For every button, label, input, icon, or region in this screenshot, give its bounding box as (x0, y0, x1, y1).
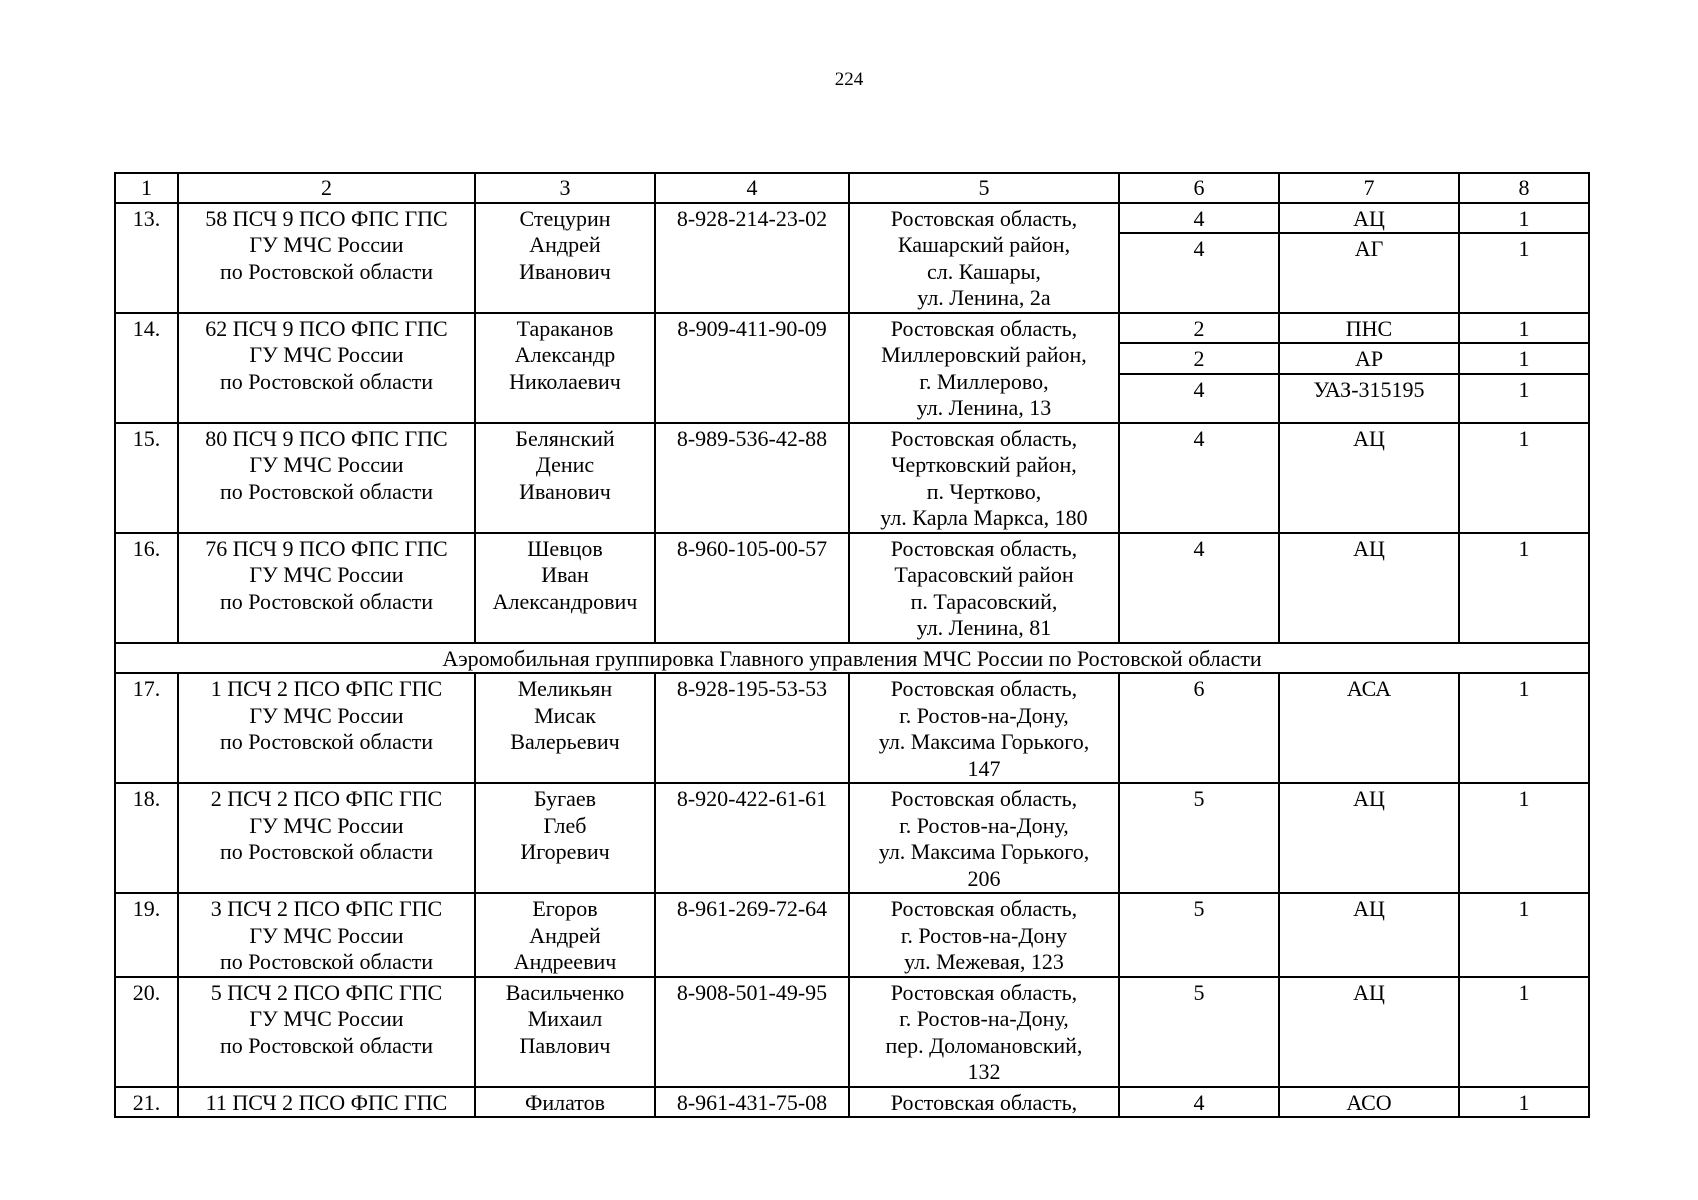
vehicle-type: АСА (1279, 673, 1459, 783)
address-line: Ростовская область, (890, 896, 1078, 921)
address-line: Ростовская область, (890, 425, 1078, 451)
unit-name (178, 313, 475, 423)
unit-line: ГУ МЧС России (249, 562, 404, 587)
header-cell: 8 (1459, 173, 1589, 203)
address-line: Чертковский район, (891, 452, 1077, 477)
address-line: Ростовская область, (890, 786, 1078, 811)
unit-line: по Ростовской области (219, 588, 433, 614)
person-name (475, 533, 655, 643)
address-line: г. Ростов-на-Дону, (899, 1006, 1069, 1031)
row-number: 13. (115, 203, 178, 313)
vehicle-type: АЦ (1279, 203, 1459, 234)
address (849, 893, 1119, 977)
header-cell: 4 (655, 173, 849, 203)
header-row (115, 173, 1589, 203)
unit-line: по Ростовской области (219, 839, 433, 864)
unit-line: 80 ПСЧ 9 ПСО ФПС ГПС (205, 425, 448, 451)
unit-line: по Ростовской области (219, 258, 433, 284)
unit-line: 1 ПСЧ 2 ПСО ФПС ГПС (210, 676, 443, 701)
unit-name (178, 977, 475, 1087)
address-line: ул. Межевая, 123 (904, 949, 1064, 974)
page-number: 224 (834, 69, 864, 90)
col6-value: 2 (1119, 313, 1279, 344)
address-line: г. Ростов-на-Дону, (899, 702, 1069, 728)
person-name (475, 313, 655, 423)
address-line: ул. Ленина, 81 (916, 615, 1052, 640)
address (849, 673, 1119, 783)
vehicle-type: УАЗ-315195 (1279, 374, 1459, 423)
vehicle-count: 1 (1459, 423, 1589, 533)
header-cell: 5 (849, 173, 1119, 203)
section-title: Аэромобильная группировка Главного управления МЧС России по Ростовской области (115, 643, 1589, 674)
person-line: Иван (541, 562, 589, 587)
col6-value: 4 (1119, 423, 1279, 533)
vehicle-count: 1 (1459, 313, 1589, 344)
person-line: Тараканов (516, 315, 614, 341)
address-line: пер. Доломановский, (885, 1032, 1083, 1058)
row-number: 14. (115, 313, 178, 423)
phone-number: 8-909-411-90-09 (655, 313, 849, 423)
unit-line: 2 ПСЧ 2 ПСО ФПС ГПС (210, 786, 443, 811)
table-row (115, 1087, 1589, 1118)
address (849, 533, 1119, 643)
vehicle-type: АГ (1279, 233, 1459, 313)
unit-line: 11 ПСЧ 2 ПСО ФПС ГПС (205, 1089, 448, 1115)
table-row (115, 423, 1589, 533)
col6-value: 4 (1119, 203, 1279, 234)
header-cell: 1 (115, 173, 178, 203)
person-line: Белянский (515, 425, 615, 451)
col6-value: 6 (1119, 673, 1279, 783)
table-body (115, 173, 1589, 1117)
address-line: Ростовская область, (890, 205, 1078, 231)
row-number: 20. (115, 977, 178, 1087)
table-row (115, 203, 1589, 234)
vehicle-count: 1 (1459, 374, 1589, 423)
person-name (475, 673, 655, 783)
unit-line: 3 ПСЧ 2 ПСО ФПС ГПС (210, 896, 443, 921)
vehicle-count: 1 (1459, 1087, 1589, 1118)
address-line: г. Ростов-на-Дону, (899, 812, 1069, 838)
vehicle-type: АЦ (1279, 783, 1459, 893)
person-name (475, 203, 655, 313)
unit-name (178, 203, 475, 313)
address-line: п. Чертково, (926, 478, 1042, 504)
vehicle-count: 1 (1459, 977, 1589, 1087)
unit-name (178, 783, 475, 893)
vehicle-count: 1 (1459, 783, 1589, 893)
address-line: Ростовская область, (890, 979, 1078, 1005)
row-number: 19. (115, 893, 178, 977)
address-line: п. Тарасовский, (910, 588, 1058, 614)
address-line: Ростовская область, (890, 676, 1078, 701)
unit-name (178, 673, 475, 783)
address-line: г. Миллерово, (919, 368, 1049, 394)
address-line: 147 (967, 755, 1001, 781)
vehicle-count: 1 (1459, 893, 1589, 977)
col6-value: 4 (1119, 533, 1279, 643)
unit-line: 58 ПСЧ 9 ПСО ФПС ГПС (205, 205, 448, 231)
person-line: Павлович (519, 1032, 611, 1058)
row-number: 16. (115, 533, 178, 643)
section-row (115, 643, 1589, 674)
phone-number: 8-928-214-23-02 (655, 203, 849, 313)
table-row (115, 783, 1589, 893)
row-number: 21. (115, 1087, 178, 1118)
vehicle-count: 1 (1459, 343, 1589, 374)
person-line: Егоров (532, 896, 598, 921)
person-line: Глеб (543, 812, 587, 838)
header-cell: 7 (1279, 173, 1459, 203)
phone-number: 8-961-269-72-64 (655, 893, 849, 977)
address (849, 783, 1119, 893)
address-line: Ростовская область, (890, 1089, 1078, 1115)
unit-line: ГУ МЧС России (249, 1006, 404, 1031)
header-cell: 6 (1119, 173, 1279, 203)
col6-value: 5 (1119, 977, 1279, 1087)
person-line: Бугаев (533, 786, 597, 811)
person-name (475, 1087, 655, 1118)
address-line: 132 (967, 1059, 1001, 1084)
col6-value: 5 (1119, 893, 1279, 977)
table-row (115, 977, 1589, 1087)
vehicle-count: 1 (1459, 233, 1589, 313)
unit-line: по Ростовской области (219, 949, 433, 974)
address-line: сл. Кашары, (927, 258, 1041, 284)
address (849, 1087, 1119, 1118)
col6-value: 5 (1119, 783, 1279, 893)
phone-number: 8-928-195-53-53 (655, 673, 849, 783)
address (849, 423, 1119, 533)
unit-line: ГУ МЧС России (249, 452, 404, 477)
address-line: Тарасовский район (894, 562, 1074, 587)
address-line: Кашарский район, (897, 232, 1071, 257)
address-line: Ростовская область, (890, 535, 1078, 561)
unit-name (178, 1087, 475, 1118)
col6-value: 4 (1119, 1087, 1279, 1118)
person-name (475, 977, 655, 1087)
row-number: 15. (115, 423, 178, 533)
unit-line: ГУ МЧС России (249, 232, 404, 257)
vehicle-type: АСО (1279, 1087, 1459, 1118)
phone-number: 8-920-422-61-61 (655, 783, 849, 893)
person-line: Иванович (519, 258, 611, 284)
header-cell: 2 (178, 173, 475, 203)
person-line: Игоревич (520, 839, 610, 864)
address (849, 313, 1119, 423)
vehicle-count: 1 (1459, 533, 1589, 643)
col6-value: 4 (1119, 374, 1279, 423)
person-line: Андрей (529, 922, 601, 948)
unit-line: по Ростовской области (219, 478, 433, 504)
vehicle-type: АЦ (1279, 893, 1459, 977)
address-line: 206 (967, 865, 1001, 891)
address-line: ул. Максима Горького, (878, 729, 1090, 754)
phone-number: 8-960-105-00-57 (655, 533, 849, 643)
units-table (114, 172, 1590, 1118)
person-line: Васильченко (505, 979, 625, 1005)
table-row (115, 533, 1589, 643)
unit-line: ГУ МЧС России (249, 342, 404, 367)
person-line: Мисак (534, 702, 596, 728)
vehicle-type: АЦ (1279, 977, 1459, 1087)
row-number: 17. (115, 673, 178, 783)
row-number: 18. (115, 783, 178, 893)
unit-line: 5 ПСЧ 2 ПСО ФПС ГПС (210, 979, 443, 1005)
person-line: Николаевич (509, 368, 621, 394)
table-row (115, 673, 1589, 783)
address (849, 203, 1119, 313)
unit-line: по Ростовской области (219, 729, 433, 754)
person-line: Денис (535, 452, 595, 477)
vehicle-count: 1 (1459, 203, 1589, 234)
unit-line: ГУ МЧС России (249, 702, 404, 728)
address-line: Миллеровский район, (881, 342, 1087, 367)
col6-value: 4 (1119, 233, 1279, 313)
address-line: г. Ростов-на-Дону (900, 922, 1068, 948)
phone-number: 8-961-431-75-08 (655, 1087, 849, 1118)
person-line: Меликьян (517, 676, 613, 701)
phone-number: 8-908-501-49-95 (655, 977, 849, 1087)
unit-name (178, 893, 475, 977)
vehicle-type: АЦ (1279, 423, 1459, 533)
person-line: Александрович (492, 588, 638, 614)
unit-line: по Ростовской области (219, 1032, 433, 1058)
person-name (475, 783, 655, 893)
unit-line: ГУ МЧС России (249, 922, 404, 948)
person-line: Иванович (519, 478, 611, 504)
address-line: Ростовская область, (890, 315, 1078, 341)
person-line: Андреевич (513, 949, 617, 974)
person-name (475, 423, 655, 533)
unit-name (178, 423, 475, 533)
person-line: Шевцов (527, 535, 603, 561)
table-row (115, 893, 1589, 977)
col6-value: 2 (1119, 343, 1279, 374)
unit-line: по Ростовской области (219, 368, 433, 394)
address-line: ул. Ленина, 2а (917, 285, 1051, 310)
address-line: ул. Карла Маркса, 180 (880, 505, 1088, 530)
person-line: Александр (514, 342, 616, 367)
address (849, 977, 1119, 1087)
vehicle-type: ПНС (1279, 313, 1459, 344)
person-line: Михаил (527, 1006, 603, 1031)
header-cell: 3 (475, 173, 655, 203)
unit-line: 62 ПСЧ 9 ПСО ФПС ГПС (205, 315, 448, 341)
vehicle-type: АР (1279, 343, 1459, 374)
unit-name (178, 533, 475, 643)
vehicle-count: 1 (1459, 673, 1589, 783)
phone-number: 8-989-536-42-88 (655, 423, 849, 533)
vehicle-type: АЦ (1279, 533, 1459, 643)
person-line: Филатов (524, 1089, 606, 1115)
person-line: Андрей (529, 232, 601, 257)
person-line: Стецурин (519, 205, 611, 231)
person-name (475, 893, 655, 977)
address-line: ул. Максима Горького, (878, 839, 1090, 864)
unit-line: ГУ МЧС России (249, 812, 404, 838)
table-row (115, 313, 1589, 344)
person-line: Валерьевич (510, 729, 620, 754)
address-line: ул. Ленина, 13 (916, 395, 1052, 420)
unit-line: 76 ПСЧ 9 ПСО ФПС ГПС (205, 535, 448, 561)
